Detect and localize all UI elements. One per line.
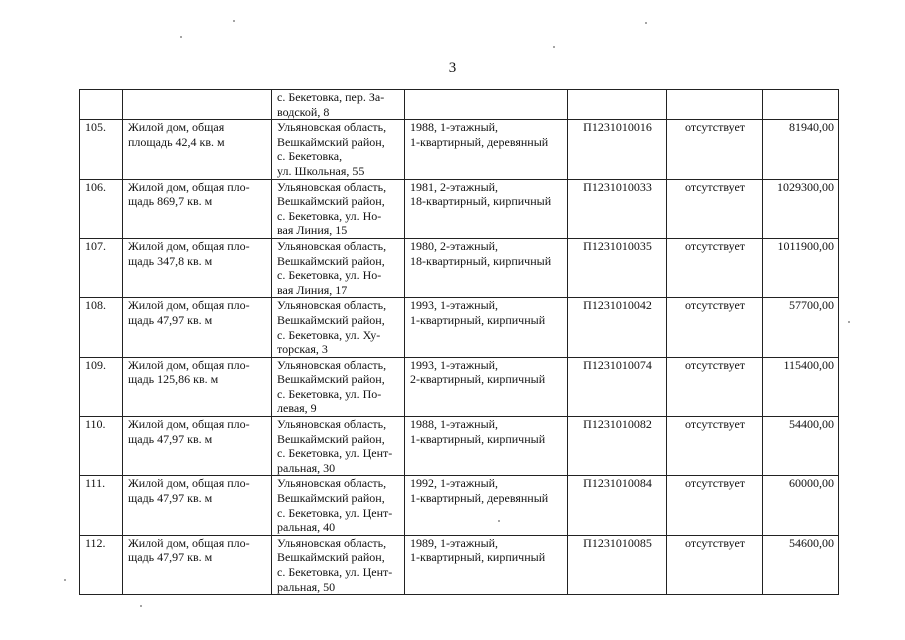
- inventory-code-cell: [568, 179, 667, 238]
- description-cell: [405, 476, 568, 535]
- address-line: Ульяновская область,: [277, 417, 387, 432]
- table-row: [80, 179, 839, 238]
- object-name-line: площадь 42,4 кв. м: [128, 134, 225, 149]
- address-line: Ульяновская область,: [277, 298, 387, 313]
- address-cell: [272, 357, 405, 416]
- object-name-line: Жилой дом, общая пло-: [128, 298, 250, 313]
- encumbrance-text: отсутствует: [684, 298, 746, 313]
- address-line: Ульяновская область,: [277, 476, 387, 491]
- value-text: 81940,00: [789, 120, 834, 135]
- encumbrance-cell: [667, 90, 763, 120]
- object-name-line: щадь 869,7 кв. м: [128, 194, 213, 209]
- property-table: [79, 89, 839, 595]
- inventory-code-cell: [568, 535, 667, 594]
- value-text: 1029300,00: [777, 179, 834, 194]
- row-number-cell: [80, 357, 123, 416]
- inventory-code-text: П1231010035: [583, 238, 652, 253]
- description-line: 1993, 1-этажный,: [410, 298, 499, 313]
- object-name-cell: [123, 90, 272, 120]
- address-cell: [272, 179, 405, 238]
- encumbrance-text: отсутствует: [684, 535, 746, 550]
- value-text: 60000,00: [789, 476, 834, 491]
- description-line: 1993, 1-этажный,: [410, 357, 499, 372]
- value-cell: [763, 298, 839, 357]
- table-row: [80, 535, 839, 594]
- table-row: [80, 476, 839, 535]
- address-line: ральная, 40: [277, 520, 336, 535]
- row-number-cell: [80, 417, 123, 476]
- row-number-cell: [80, 238, 123, 297]
- description-cell: [405, 179, 568, 238]
- page-number: 3: [448, 60, 457, 76]
- object-name-line: щадь 125,86 кв. м: [128, 372, 219, 387]
- address-line: Вешкаймский район,: [277, 372, 385, 387]
- description-line: 1992, 1-этажный,: [410, 476, 499, 491]
- address-cell: [272, 238, 405, 297]
- value-text: 54600,00: [789, 535, 834, 550]
- table-row: [80, 90, 839, 120]
- encumbrance-cell: [667, 417, 763, 476]
- address-cell: [272, 535, 405, 594]
- inventory-code-text: П1231010085: [583, 535, 652, 550]
- value-cell: [763, 238, 839, 297]
- object-name-line: Жилой дом, общая пло-: [128, 179, 250, 194]
- object-name-cell: [123, 179, 272, 238]
- description-line: 2-квартирный, кирпичный: [410, 372, 546, 387]
- object-name-cell: [123, 476, 272, 535]
- address-cell: [272, 476, 405, 535]
- address-line: Вешкаймский район,: [277, 253, 385, 268]
- description-cell: [405, 357, 568, 416]
- encumbrance-text: отсутствует: [684, 238, 746, 253]
- description-line: 1-квартирный, кирпичный: [410, 550, 546, 565]
- row-number-cell: [80, 90, 123, 120]
- inventory-code-text: П1231010042: [583, 298, 652, 313]
- inventory-code-cell: [568, 238, 667, 297]
- value-cell: [763, 357, 839, 416]
- row-number-text: 110.: [85, 417, 106, 432]
- scan-speck: [64, 579, 66, 581]
- object-name-cell: [123, 417, 272, 476]
- scan-speck: [645, 22, 647, 24]
- scan-speck: [140, 605, 142, 607]
- description-line: 1981, 2-этажный,: [410, 179, 499, 194]
- encumbrance-text: отсутствует: [684, 476, 746, 491]
- value-cell: [763, 90, 839, 120]
- description-line: 18-квартирный, кирпичный: [410, 194, 552, 209]
- description-cell: [405, 417, 568, 476]
- address-line: Вешкаймский район,: [277, 431, 385, 446]
- row-number-cell: [80, 476, 123, 535]
- object-name-line: щадь 47,97 кв. м: [128, 431, 213, 446]
- table-row: [80, 238, 839, 297]
- description-line: 18-квартирный, кирпичный: [410, 253, 552, 268]
- object-name-line: щадь 47,97 кв. м: [128, 550, 213, 565]
- value-text: 54400,00: [789, 417, 834, 432]
- encumbrance-text: отсутствует: [684, 179, 746, 194]
- row-number-text: 108.: [85, 298, 106, 313]
- address-line: с. Бекетовка, ул. По-: [277, 386, 382, 401]
- encumbrance-cell: [667, 476, 763, 535]
- inventory-code-text: П1231010033: [583, 179, 652, 194]
- value-text: 115400,00: [783, 357, 834, 372]
- object-name-cell: [123, 120, 272, 179]
- description-cell: [405, 535, 568, 594]
- address-line: с. Бекетовка, пер. За-: [277, 90, 385, 104]
- table-body: [80, 90, 839, 595]
- row-number-text: 109.: [85, 357, 106, 372]
- encumbrance-cell: [667, 298, 763, 357]
- address-line: Ульяновская область,: [277, 357, 387, 372]
- description-line: 1-квартирный, деревянный: [410, 134, 549, 149]
- encumbrance-text: отсутствует: [684, 417, 746, 432]
- inventory-code-text: П1231010084: [583, 476, 652, 491]
- object-name-cell: [123, 238, 272, 297]
- row-number-cell: [80, 120, 123, 179]
- row-number-cell: [80, 535, 123, 594]
- scan-speck: [233, 20, 235, 22]
- inventory-code-text: П1231010074: [583, 357, 652, 372]
- object-name-cell: [123, 298, 272, 357]
- address-line: Ульяновская область,: [277, 535, 387, 550]
- address-line: с. Бекетовка, ул. Цент-: [277, 565, 393, 579]
- value-cell: [763, 417, 839, 476]
- address-line: вая Линия, 17: [277, 282, 348, 297]
- value-text: 57700,00: [789, 298, 834, 313]
- value-cell: [763, 179, 839, 238]
- row-number-cell: [80, 179, 123, 238]
- address-cell: [272, 90, 405, 120]
- encumbrance-cell: [667, 357, 763, 416]
- address-line: Вешкаймский район,: [277, 194, 385, 209]
- object-name-line: Жилой дом, общая пло-: [128, 476, 250, 491]
- inventory-code-cell: [568, 476, 667, 535]
- address-line: Ульяновская область,: [277, 120, 387, 135]
- object-name-line: щадь 47,97 кв. м: [128, 312, 213, 327]
- address-line: Вешкаймский район,: [277, 550, 385, 565]
- scan-speck: [180, 36, 182, 38]
- object-name-line: Жилой дом, общая: [128, 120, 225, 135]
- row-number-text: 112.: [85, 535, 106, 550]
- address-line: Вешкаймский район,: [277, 312, 385, 327]
- description-cell: [405, 238, 568, 297]
- row-number-text: 111.: [85, 476, 106, 491]
- inventory-code-cell: [568, 90, 667, 120]
- description-line: 1988, 1-этажный,: [410, 120, 499, 135]
- address-line: ральная, 50: [277, 579, 336, 594]
- inventory-code-cell: [568, 120, 667, 179]
- table-row: [80, 120, 839, 179]
- description-cell: [405, 298, 568, 357]
- address-line: ральная, 30: [277, 460, 336, 475]
- row-number-text: 106.: [85, 179, 106, 194]
- description-line: 1988, 1-этажный,: [410, 417, 499, 432]
- object-name-line: щадь 347,8 кв. м: [128, 253, 213, 268]
- address-line: водской, 8: [277, 104, 330, 119]
- address-line: Ульяновская область,: [277, 238, 387, 253]
- inventory-code-cell: [568, 417, 667, 476]
- description-line: 1989, 1-этажный,: [410, 535, 499, 550]
- scan-speck: [848, 321, 850, 323]
- description-line: 1-квартирный, кирпичный: [410, 431, 546, 446]
- address-line: ул. Школьная, 55: [277, 163, 365, 178]
- description-line: 1-квартирный, кирпичный: [410, 312, 546, 327]
- encumbrance-cell: [667, 179, 763, 238]
- encumbrance-cell: [667, 535, 763, 594]
- value-cell: [763, 120, 839, 179]
- description-cell: [405, 90, 568, 120]
- address-line: Вешкаймский район,: [277, 491, 385, 506]
- description-line: 1980, 2-этажный,: [410, 238, 499, 253]
- address-line: с. Бекетовка,: [277, 149, 343, 164]
- value-cell: [763, 535, 839, 594]
- address-cell: [272, 417, 405, 476]
- scan-speck: [498, 520, 500, 522]
- inventory-code-text: П1231010016: [583, 120, 652, 135]
- address-line: с. Бекетовка, ул. Цент-: [277, 505, 393, 520]
- address-line: с. Бекетовка, ул. Но-: [277, 268, 382, 283]
- address-line: Вешкаймский район,: [277, 134, 385, 149]
- table-row: [80, 357, 839, 416]
- object-name-line: щадь 47,97 кв. м: [128, 491, 213, 506]
- address-line: Ульяновская область,: [277, 179, 387, 194]
- table-row: [80, 417, 839, 476]
- encumbrance-cell: [667, 120, 763, 179]
- address-cell: [272, 120, 405, 179]
- table-row: [80, 298, 839, 357]
- object-name-cell: [123, 357, 272, 416]
- value-text: 1011900,00: [777, 238, 834, 253]
- object-name-line: Жилой дом, общая пло-: [128, 238, 250, 253]
- address-line: с. Бекетовка, ул. Ху-: [277, 327, 381, 342]
- object-name-line: Жилой дом, общая пло-: [128, 357, 250, 372]
- row-number-text: 105.: [85, 120, 106, 135]
- inventory-code-cell: [568, 298, 667, 357]
- description-cell: [405, 120, 568, 179]
- encumbrance-text: отсутствует: [684, 120, 746, 135]
- inventory-code-text: П1231010082: [583, 417, 652, 432]
- encumbrance-cell: [667, 238, 763, 297]
- encumbrance-text: отсутствует: [684, 357, 746, 372]
- address-line: с. Бекетовка, ул. Цент-: [277, 446, 393, 461]
- scan-speck: [553, 46, 555, 48]
- row-number-cell: [80, 298, 123, 357]
- object-name-line: Жилой дом, общая пло-: [128, 417, 250, 432]
- address-line: торская, 3: [277, 342, 328, 357]
- object-name-line: Жилой дом, общая пло-: [128, 535, 250, 550]
- address-line: с. Бекетовка, ул. Но-: [277, 208, 382, 223]
- inventory-code-cell: [568, 357, 667, 416]
- address-cell: [272, 298, 405, 357]
- description-line: 1-квартирный, деревянный: [410, 491, 549, 506]
- object-name-cell: [123, 535, 272, 594]
- address-line: вая Линия, 15: [277, 223, 348, 238]
- address-line: левая, 9: [277, 401, 317, 416]
- value-cell: [763, 476, 839, 535]
- row-number-text: 107.: [85, 238, 106, 253]
